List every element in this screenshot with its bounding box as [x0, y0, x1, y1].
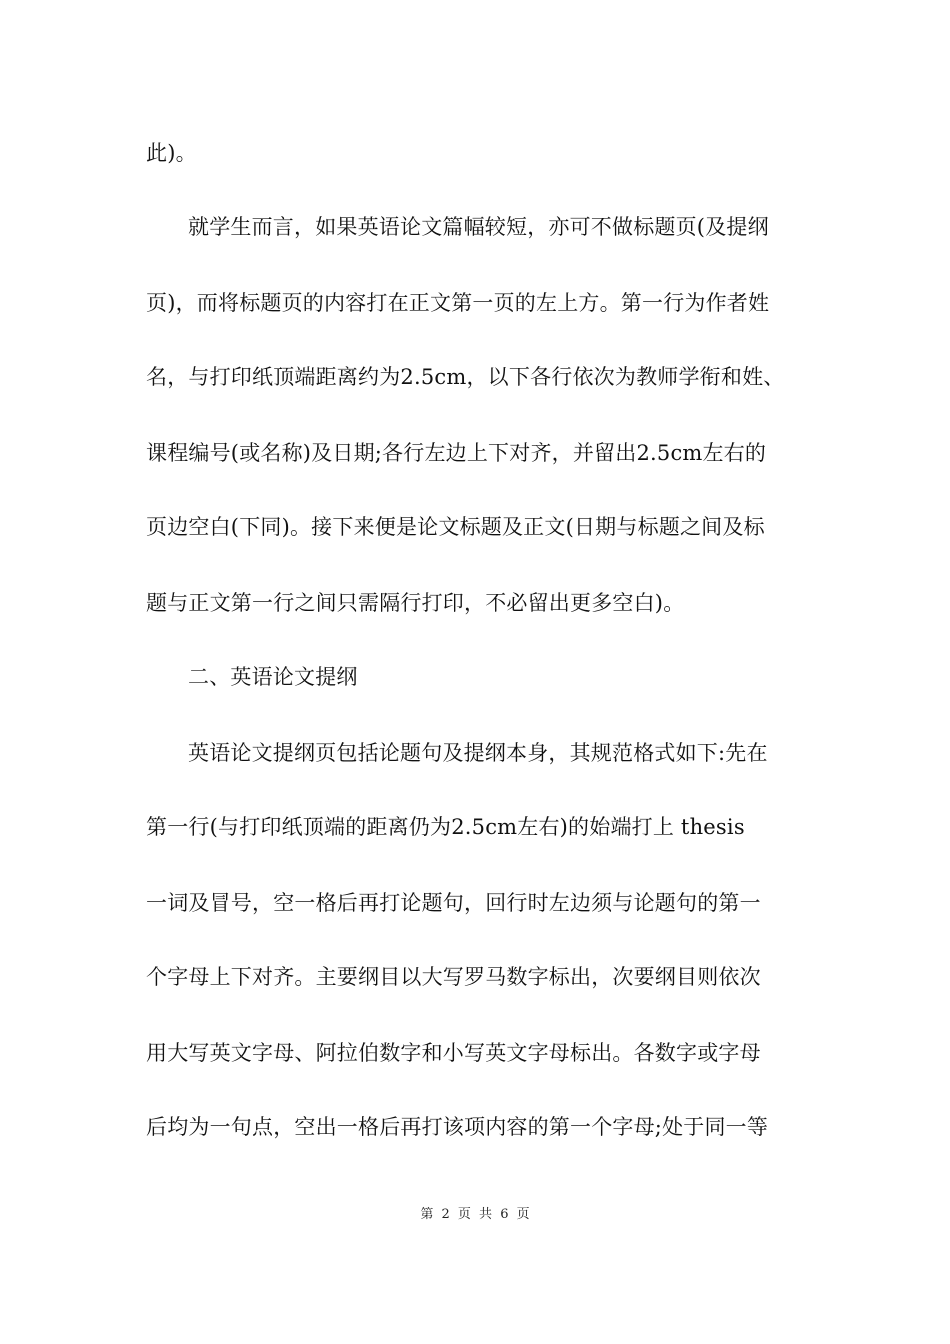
text-line: 用大写英文字母、阿拉伯数字和小写英文字母标出。各数字或字母 — [146, 1041, 761, 1065]
text-line: 页边空白(下同)。接下来便是论文标题及正文(日期与标题之间及标 — [146, 515, 765, 539]
text-line: 页)，而将标题页的内容打在正文第一页的左上方。第一行为作者姓 — [146, 291, 770, 315]
section-heading: 二、英语论文提纲 — [188, 665, 358, 689]
text-line: 题与正文第一行之间只需隔行打印，不必留出更多空白)。 — [146, 591, 685, 615]
text-line: 课程编号(或名称)及日期;各行左边上下对齐，并留出2.5cm左右的 — [146, 441, 767, 465]
text-line: 第一行(与打印纸顶端的距离仍为2.5cm左右)的始端打上 thesis — [146, 815, 745, 839]
text-line: 个字母上下对齐。主要纲目以大写罗马数字标出，次要纲目则依次 — [146, 965, 761, 989]
page-number-footer: 第 2 页 共 6 页 — [420, 1207, 530, 1222]
text-line: 名，与打印纸顶端距离约为2.5cm，以下各行依次为教师学衔和姓、 — [146, 365, 785, 389]
text-line: 此)。 — [146, 141, 197, 165]
text-line: 后均为一句点，空出一格后再打该项内容的第一个字母;处于同一等 — [146, 1115, 769, 1139]
text-line: 一词及冒号，空一格后再打论题句，回行时左边须与论题句的第一 — [146, 891, 761, 915]
paragraph-start-line: 就学生而言，如果英语论文篇幅较短，亦可不做标题页(及提纲 — [188, 215, 769, 239]
paragraph-start-line: 英语论文提纲页包括论题句及提纲本身，其规范格式如下:先在 — [188, 741, 768, 765]
